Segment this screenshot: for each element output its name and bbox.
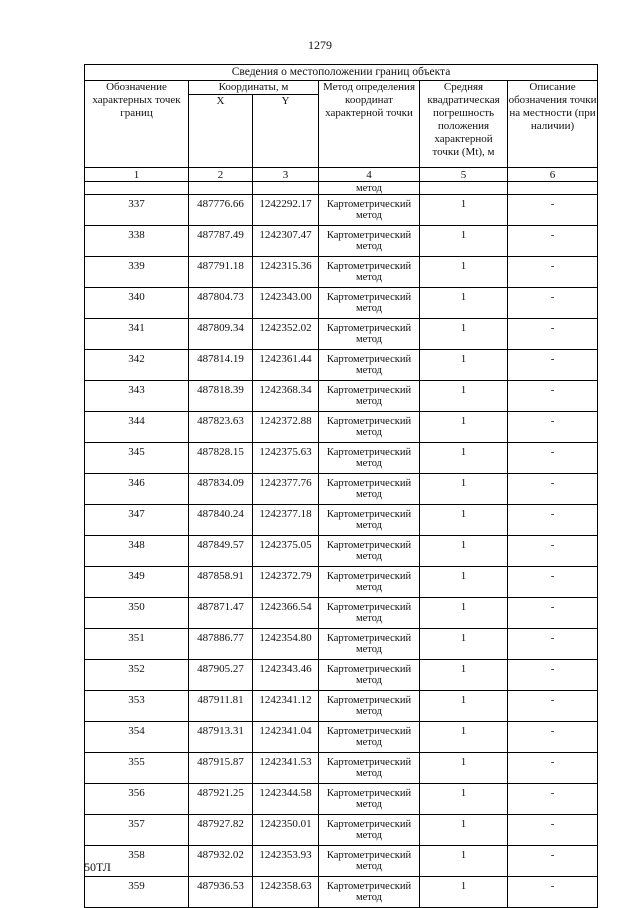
column-number: 5 bbox=[420, 168, 508, 182]
x-coordinate-cell: 487849.57 bbox=[189, 536, 253, 567]
point-cell: 356 bbox=[85, 784, 189, 815]
y-coordinate-cell: 1242368.34 bbox=[253, 381, 319, 412]
y-coordinate-cell: 1242307.47 bbox=[253, 226, 319, 257]
method-cell: Картометрический метод bbox=[319, 784, 420, 815]
point-cell: 351 bbox=[85, 629, 189, 660]
table-row bbox=[85, 753, 598, 784]
method-cell: Картометрический метод bbox=[319, 288, 420, 319]
continuation-method: метод bbox=[319, 182, 420, 195]
x-coordinate-cell: 487905.27 bbox=[189, 660, 253, 691]
point-cell: 354 bbox=[85, 722, 189, 753]
x-coordinate-cell: 487913.31 bbox=[189, 722, 253, 753]
error-cell: 1 bbox=[420, 412, 508, 443]
table-row bbox=[85, 877, 598, 908]
description-cell: - bbox=[508, 598, 598, 629]
header-error: Средняя квадратическая погрешность положения характерной точки (Mt), м bbox=[420, 81, 508, 168]
column-numbers-row bbox=[85, 168, 598, 182]
x-coordinate-cell: 487932.02 bbox=[189, 846, 253, 877]
method-cell: Картометрический метод bbox=[319, 691, 420, 722]
x-coordinate-cell: 487818.39 bbox=[189, 381, 253, 412]
x-coordinate-cell: 487858.91 bbox=[189, 567, 253, 598]
y-coordinate-cell: 1242377.18 bbox=[253, 505, 319, 536]
point-cell: 342 bbox=[85, 350, 189, 381]
y-coordinate-cell: 1242343.46 bbox=[253, 660, 319, 691]
header-x: X bbox=[189, 95, 253, 168]
point-cell: 345 bbox=[85, 443, 189, 474]
y-coordinate-cell: 1242361.44 bbox=[253, 350, 319, 381]
x-coordinate-cell: 487791.18 bbox=[189, 257, 253, 288]
point-cell: 359 bbox=[85, 877, 189, 908]
y-coordinate-cell: 1242341.12 bbox=[253, 691, 319, 722]
x-coordinate-cell: 487804.73 bbox=[189, 288, 253, 319]
page-number: 1279 bbox=[308, 38, 332, 52]
method-cell: Картометрический метод bbox=[319, 319, 420, 350]
point-cell: 340 bbox=[85, 288, 189, 319]
description-cell: - bbox=[508, 753, 598, 784]
table-row bbox=[85, 691, 598, 722]
error-cell: 1 bbox=[420, 350, 508, 381]
y-coordinate-cell: 1242350.01 bbox=[253, 815, 319, 846]
method-cell: Картометрический метод bbox=[319, 195, 420, 226]
method-cell: Картометрический метод bbox=[319, 567, 420, 598]
error-cell: 1 bbox=[420, 846, 508, 877]
table-row bbox=[85, 443, 598, 474]
x-coordinate-cell: 487834.09 bbox=[189, 474, 253, 505]
y-coordinate-cell: 1242292.17 bbox=[253, 195, 319, 226]
description-cell: - bbox=[508, 505, 598, 536]
description-cell: - bbox=[508, 815, 598, 846]
description-cell: - bbox=[508, 474, 598, 505]
table-row bbox=[85, 567, 598, 598]
table-row bbox=[85, 722, 598, 753]
header-description: Описание обозначения точки на местности (при наличии) bbox=[508, 81, 598, 168]
error-cell: 1 bbox=[420, 691, 508, 722]
error-cell: 1 bbox=[420, 660, 508, 691]
point-cell: 339 bbox=[85, 257, 189, 288]
point-cell: 347 bbox=[85, 505, 189, 536]
column-number: 1 bbox=[85, 168, 189, 182]
table-row bbox=[85, 226, 598, 257]
error-cell: 1 bbox=[420, 257, 508, 288]
point-cell: 352 bbox=[85, 660, 189, 691]
description-cell: - bbox=[508, 629, 598, 660]
error-cell: 1 bbox=[420, 195, 508, 226]
x-coordinate-cell: 487915.87 bbox=[189, 753, 253, 784]
y-coordinate-cell: 1242341.04 bbox=[253, 722, 319, 753]
x-coordinate-cell: 487840.24 bbox=[189, 505, 253, 536]
error-cell: 1 bbox=[420, 381, 508, 412]
method-cell: Картометрический метод bbox=[319, 474, 420, 505]
y-coordinate-cell: 1242344.58 bbox=[253, 784, 319, 815]
x-coordinate-cell: 487809.34 bbox=[189, 319, 253, 350]
error-cell: 1 bbox=[420, 629, 508, 660]
method-cell: Картометрический метод bbox=[319, 815, 420, 846]
point-cell: 346 bbox=[85, 474, 189, 505]
description-cell: - bbox=[508, 536, 598, 567]
table-row bbox=[85, 195, 598, 226]
x-coordinate-cell: 487823.63 bbox=[189, 412, 253, 443]
error-cell: 1 bbox=[420, 815, 508, 846]
table-row bbox=[85, 660, 598, 691]
method-cell: Картометрический метод bbox=[319, 226, 420, 257]
table-row bbox=[85, 257, 598, 288]
description-cell: - bbox=[508, 257, 598, 288]
error-cell: 1 bbox=[420, 319, 508, 350]
table-row bbox=[85, 381, 598, 412]
error-cell: 1 bbox=[420, 288, 508, 319]
point-cell: 350 bbox=[85, 598, 189, 629]
table-row bbox=[85, 598, 598, 629]
error-cell: 1 bbox=[420, 598, 508, 629]
y-coordinate-cell: 1242366.54 bbox=[253, 598, 319, 629]
table-row bbox=[85, 319, 598, 350]
description-cell: - bbox=[508, 722, 598, 753]
table-row bbox=[85, 505, 598, 536]
x-coordinate-cell: 487776.66 bbox=[189, 195, 253, 226]
error-cell: 1 bbox=[420, 877, 508, 908]
error-cell: 1 bbox=[420, 536, 508, 567]
method-cell: Картометрический метод bbox=[319, 257, 420, 288]
error-cell: 1 bbox=[420, 474, 508, 505]
table-row bbox=[85, 474, 598, 505]
method-cell: Картометрический метод bbox=[319, 877, 420, 908]
description-cell: - bbox=[508, 443, 598, 474]
x-coordinate-cell: 487828.15 bbox=[189, 443, 253, 474]
method-cell: Картометрический метод bbox=[319, 722, 420, 753]
method-cell: Картометрический метод bbox=[319, 350, 420, 381]
header-method: Метод определения координат характерной точки bbox=[319, 81, 420, 168]
x-coordinate-cell: 487814.19 bbox=[189, 350, 253, 381]
method-cell: Картометрический метод bbox=[319, 536, 420, 567]
point-cell: 344 bbox=[85, 412, 189, 443]
point-cell: 349 bbox=[85, 567, 189, 598]
y-coordinate-cell: 1242377.76 bbox=[253, 474, 319, 505]
y-coordinate-cell: 1242343.00 bbox=[253, 288, 319, 319]
description-cell: - bbox=[508, 660, 598, 691]
x-coordinate-cell: 487871.47 bbox=[189, 598, 253, 629]
x-coordinate-cell: 487936.53 bbox=[189, 877, 253, 908]
description-cell: - bbox=[508, 288, 598, 319]
footer-code: 50ТЛ bbox=[84, 860, 111, 874]
header-point: Обозначение характерных точек границ bbox=[85, 81, 189, 168]
description-cell: - bbox=[508, 784, 598, 815]
column-number: 3 bbox=[253, 168, 319, 182]
error-cell: 1 bbox=[420, 784, 508, 815]
description-cell: - bbox=[508, 319, 598, 350]
table-row bbox=[85, 412, 598, 443]
description-cell: - bbox=[508, 195, 598, 226]
method-cell: Картометрический метод bbox=[319, 753, 420, 784]
method-cell: Картометрический метод bbox=[319, 660, 420, 691]
point-cell: 358 bbox=[85, 846, 189, 877]
method-cell: Картометрический метод bbox=[319, 443, 420, 474]
y-coordinate-cell: 1242315.36 bbox=[253, 257, 319, 288]
description-cell: - bbox=[508, 877, 598, 908]
point-cell: 341 bbox=[85, 319, 189, 350]
column-number: 2 bbox=[189, 168, 253, 182]
error-cell: 1 bbox=[420, 567, 508, 598]
method-cell: Картометрический метод bbox=[319, 846, 420, 877]
x-coordinate-cell: 487886.77 bbox=[189, 629, 253, 660]
error-cell: 1 bbox=[420, 753, 508, 784]
y-coordinate-cell: 1242352.02 bbox=[253, 319, 319, 350]
continuation-row bbox=[85, 182, 598, 195]
point-cell: 337 bbox=[85, 195, 189, 226]
y-coordinate-cell: 1242372.79 bbox=[253, 567, 319, 598]
error-cell: 1 bbox=[420, 226, 508, 257]
error-cell: 1 bbox=[420, 505, 508, 536]
method-cell: Картометрический метод bbox=[319, 598, 420, 629]
table-row bbox=[85, 629, 598, 660]
y-coordinate-cell: 1242353.93 bbox=[253, 846, 319, 877]
description-cell: - bbox=[508, 350, 598, 381]
method-cell: Картометрический метод bbox=[319, 505, 420, 536]
point-cell: 355 bbox=[85, 753, 189, 784]
x-coordinate-cell: 487787.49 bbox=[189, 226, 253, 257]
y-coordinate-cell: 1242341.53 bbox=[253, 753, 319, 784]
table-title: Сведения о местоположении границ объекта bbox=[85, 65, 598, 81]
column-number: 6 bbox=[508, 168, 598, 182]
y-coordinate-cell: 1242358.63 bbox=[253, 877, 319, 908]
point-cell: 348 bbox=[85, 536, 189, 567]
method-cell: Картометрический метод bbox=[319, 381, 420, 412]
table-row bbox=[85, 350, 598, 381]
x-coordinate-cell: 487911.81 bbox=[189, 691, 253, 722]
point-cell: 338 bbox=[85, 226, 189, 257]
y-coordinate-cell: 1242375.63 bbox=[253, 443, 319, 474]
column-number: 4 bbox=[319, 168, 420, 182]
header-coordinates: Координаты, м bbox=[189, 81, 319, 95]
point-cell: 357 bbox=[85, 815, 189, 846]
table-row bbox=[85, 846, 598, 877]
error-cell: 1 bbox=[420, 722, 508, 753]
x-coordinate-cell: 487921.25 bbox=[189, 784, 253, 815]
description-cell: - bbox=[508, 691, 598, 722]
method-cell: Картометрический метод bbox=[319, 412, 420, 443]
y-coordinate-cell: 1242354.80 bbox=[253, 629, 319, 660]
description-cell: - bbox=[508, 846, 598, 877]
y-coordinate-cell: 1242375.05 bbox=[253, 536, 319, 567]
error-cell: 1 bbox=[420, 443, 508, 474]
point-cell: 353 bbox=[85, 691, 189, 722]
table-row bbox=[85, 815, 598, 846]
x-coordinate-cell: 487927.82 bbox=[189, 815, 253, 846]
point-cell: 343 bbox=[85, 381, 189, 412]
description-cell: - bbox=[508, 381, 598, 412]
table-row bbox=[85, 536, 598, 567]
header-y: Y bbox=[253, 95, 319, 168]
y-coordinate-cell: 1242372.88 bbox=[253, 412, 319, 443]
table-row bbox=[85, 784, 598, 815]
method-cell: Картометрический метод bbox=[319, 629, 420, 660]
description-cell: - bbox=[508, 226, 598, 257]
description-cell: - bbox=[508, 567, 598, 598]
boundary-coordinates-table bbox=[84, 64, 598, 908]
table-row bbox=[85, 288, 598, 319]
description-cell: - bbox=[508, 412, 598, 443]
